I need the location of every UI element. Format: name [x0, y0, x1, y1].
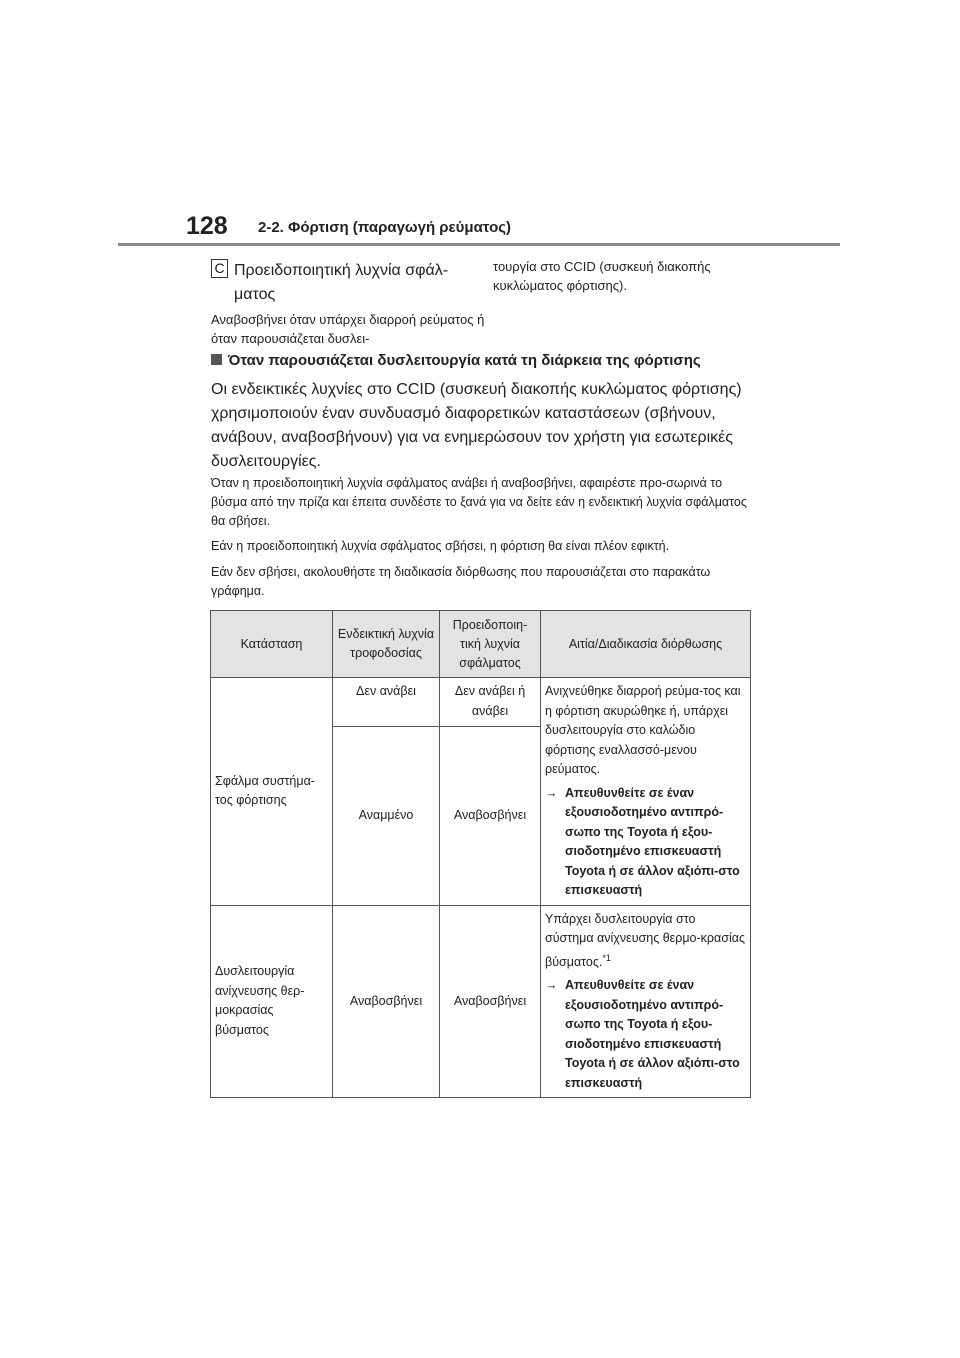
- footnote-marker: *1: [602, 952, 611, 963]
- cell-error-lamp: Αναβοσβήνει: [440, 905, 541, 1098]
- callout-description-left: Αναβοσβήνει όταν υπάρχει διαρροή ρεύματος ή όταν παρουσιάζεται δυσλει-: [211, 312, 485, 346]
- paragraph-procedure: Εάν δεν σβήσει, ακολουθήστε τη διαδικασία διόρθωσης που παρουσιάζεται στο παρακάτω γράφημα.: [211, 565, 711, 598]
- action-text: Απευθυνθείτε σε έναν εξουσιοδοτημένο αντιπρό-σωπο της Toyota ή εξου-σιοδοτημένο επισκευαστή Toyota ή σε άλλον αξιόπι-στο επισκευαστή: [565, 978, 740, 1090]
- cell-power-lamp: Αναβοσβήνει: [333, 905, 440, 1098]
- header-cause: Αιτία/Διαδικασία διόρθωσης: [541, 611, 751, 678]
- action-text: Απευθυνθείτε σε έναν εξουσιοδοτημένο αντιπρό-σωπο της Toyota ή εξου-σιοδοτημένο επισκευαστή Toyota ή σε άλλον αξιόπι-στο επισκευαστή: [565, 785, 740, 897]
- section-heading: [211, 352, 771, 369]
- cause-text-wrap: [545, 910, 746, 973]
- cell-power-lamp: Αναμμένο: [333, 727, 440, 905]
- cell-error-lamp: Αναβοσβήνει: [440, 727, 541, 905]
- table-row: [211, 678, 751, 727]
- paragraph-unplug: Όταν η προειδοποιητική λυχνία σφάλματος ανάβει ή αναβοσβήνει, αφαιρέστε προ-σωρινά το βύσμα από την πρίζα και έπειτα συνδέστε το ξανά για να δείτε εάν η ενδεικτική λυχνία σφάλματος θα σβήσει.: [211, 476, 747, 528]
- table-row: [211, 905, 751, 1098]
- cell-status: Σφάλμα συστήμα-τος φόρτισης: [211, 678, 333, 906]
- cell-cause: [541, 678, 751, 906]
- header-power-lamp: Ενδεικτική λυχνία τροφοδοσίας: [333, 611, 440, 678]
- cell-power-lamp: Δεν ανάβει: [333, 678, 440, 727]
- callout-title: Προειδοποιητική λυχνία σφάλ-ματος: [234, 262, 449, 303]
- cause-text: Υπάρχει δυσλειτουργία στο σύστημα ανίχνευσης θερμο-κρασίας βύσματος.: [545, 911, 745, 969]
- callout-letter-badge: C: [211, 259, 228, 278]
- section-heading-text: Όταν παρουσιάζεται δυσλειτουργία κατά τη διάρκεια της φόρτισης: [228, 352, 701, 369]
- action-item: [545, 784, 746, 901]
- arrow-right-icon: →: [545, 785, 558, 800]
- intro-paragraph: Οι ενδεικτικές λυχνίες στο CCID (συσκευή διακοπής κυκλώματος φόρτισης) χρησιμοποιούν έναν συνδυασμό διαφορετικών καταστάσεων (σβήνουν, ανάβουν, αναβοσβήνουν) για να ενημερώσουν τον χρήστη για εσωτερικές δυσλειτουργίες.: [211, 381, 742, 470]
- header-status: Κατάσταση: [211, 611, 333, 678]
- cell-error-lamp: Δεν ανάβει ή ανάβει: [440, 678, 541, 727]
- callout-description-right: τουργία στο CCID (συσκευή διακοπής κυκλώματος φόρτισης).: [493, 259, 711, 293]
- cause-text: Ανιχνεύθηκε διαρροή ρεύμα-τος και η φόρτιση ακυρώθηκε ή, υπάρχει δυσλειτουργία στο καλώδιο φόρτισης εναλλασσό-μενου ρεύματος.: [545, 684, 741, 776]
- square-bullet-icon: [211, 354, 222, 365]
- cell-status: Δυσλειτουργία ανίχνευσης θερ-μοκρασίας βύσματος: [211, 905, 333, 1098]
- action-item: [545, 976, 746, 1093]
- section-title: 2-2. Φόρτιση (παραγωγή ρεύματος): [258, 219, 512, 236]
- header-divider: [118, 243, 840, 246]
- cell-cause: [541, 905, 751, 1098]
- header-error-lamp: Προειδοποιη-τική λυχνία σφάλματος: [440, 611, 541, 678]
- table-header-row: [211, 611, 751, 678]
- arrow-right-icon: →: [545, 978, 558, 993]
- page-number: 128: [186, 212, 228, 240]
- paragraph-lamp-off: Εάν η προειδοποιητική λυχνία σφάλματος σβήσει, η φόρτιση θα είναι πλέον εφικτή.: [211, 539, 670, 553]
- troubleshooting-table: [210, 610, 751, 1098]
